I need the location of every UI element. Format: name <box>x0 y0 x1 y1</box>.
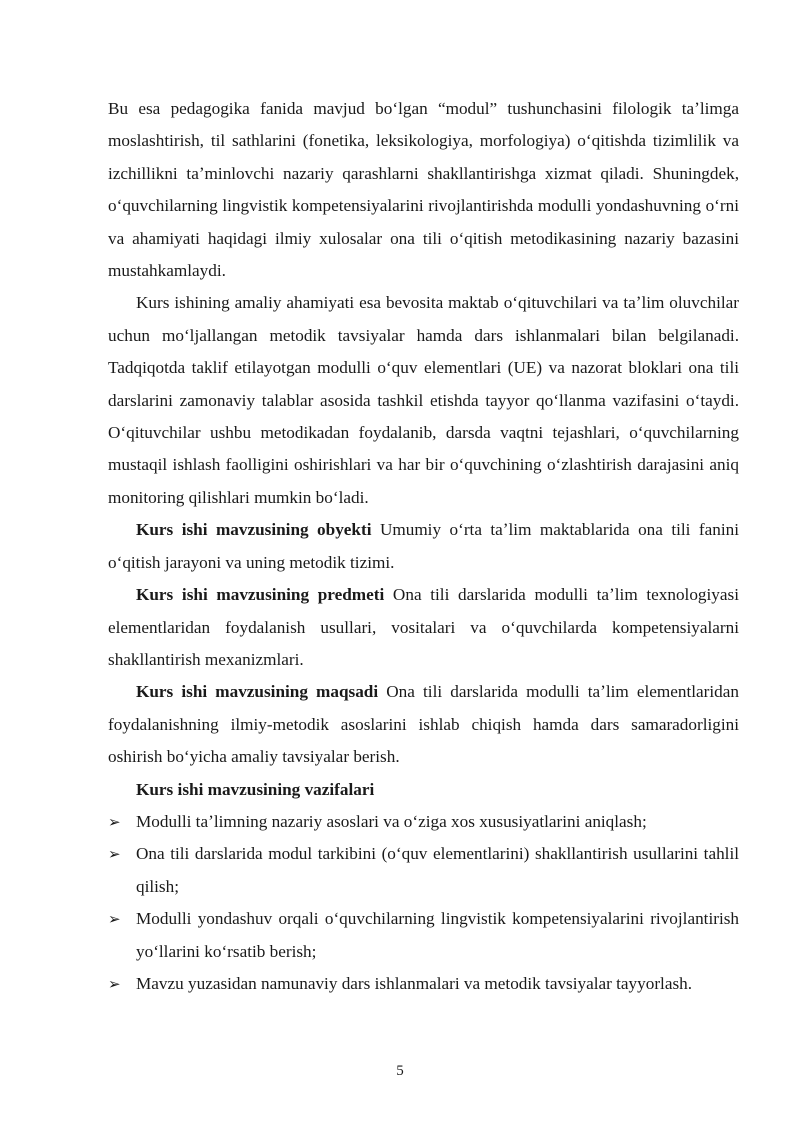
goal-text: Ona tili darslarida modulli taʼlim elementlaridan foydalanishning ilmiy-metodik asoslarini ishlab chiqish hamda dars samaradorligini oshirish boʻyicha amaliy tavsiyalar berish. <box>108 682 739 767</box>
arrow-bullet-icon: ➢ <box>108 812 121 831</box>
tasks-heading-line <box>108 774 739 806</box>
object-text: Umumiy oʻrta taʼlim maktablarida ona tili fanini oʻqitish jarayoni va uning metodik tizimi. <box>108 520 739 572</box>
task-item-text: Modulli taʼlimning nazariy asoslari va oʻziga xos xususiyatlarini aniqlash; <box>136 811 647 831</box>
tasks-title: Kurs ishi mavzusining vazifalari <box>136 779 375 799</box>
task-item <box>108 903 739 968</box>
arrow-bullet-icon: ➢ <box>108 910 121 929</box>
subject-paragraph <box>108 579 739 676</box>
task-item <box>108 806 739 838</box>
tasks-list <box>108 806 739 1000</box>
arrow-bullet-icon: ➢ <box>108 974 121 993</box>
goal-title: Kurs ishi mavzusining maqsadi <box>136 682 379 702</box>
page-number: 5 <box>396 1063 404 1079</box>
task-item <box>108 968 739 1000</box>
practical-significance-paragraph: Kurs ishining amaliy ahamiyati esa bevosita maktab oʻqituvchilari va taʼlim oluvchilar uchun moʻljallangan metodik tavsiyalar hamda dars ishlanmalari bilan belgilanadi. Tadqiqotda taklif etilayotgan modulli oʻquv elementlari (UE) va nazorat bloklari ona tili darslarini zamonaviy talablar asosida tashkil etishda tayyor qoʻllanma vazifasini oʻtaydi. Oʻqituvchilar ushbu metodikadan foydalanib, darsda vaqtni tejashlari, oʻquvchilarning mustaqil ishlash faolligini oshirishlari va har bir oʻquvchining oʻzlashtirish darajasini aniq monitoring qilishlari mumkin boʻladi. <box>108 293 739 507</box>
task-item-text: Modulli yondashuv orqali oʻquvchilarning lingvistik kompetensiyalarini rivojlantirish yoʻllarini koʻrsatib berish; <box>136 909 739 961</box>
task-item-text: Ona tili darslarida modul tarkibini (oʻquv elementlarini) shakllantirish usullarini tahlil qilish; <box>136 844 739 896</box>
task-item-text: Mavzu yuzasidan namunaviy dars ishlanmalari va metodik tavsiyalar tayyorlash. <box>136 973 693 993</box>
document-page <box>108 93 739 1000</box>
object-title: Kurs ishi mavzusining obyekti <box>136 520 372 540</box>
goal-paragraph <box>108 676 739 773</box>
subject-text: Ona tili darslarida modulli taʼlim texnologiyasi elementlaridan foydalanish usullari, vositalari va oʻquvchilarda kompetensiyalarni shakllantirish mexanizmlari. <box>108 585 739 669</box>
object-paragraph <box>108 514 739 579</box>
intro-paragraph: Bu esa pedagogika fanida mavjud boʻlgan “modul” tushunchasini filologik taʼlimga moslashtirish, til sathlarini (fonetika, leksikologiya, morfologiya) oʻqitishda tizimlilik va izchillikni taʼminlovchi nazariy qarashlarni shakllantirishga xizmat qiladi. Shuningdek, oʻquvchilarning lingvistik kompetensiyalarini rivojlantirishda modulli yondashuvning oʻrni va ahamiyati haqidagi ilmiy xulosalar ona tili oʻqitish metodikasining nazariy bazasini mustahkamlaydi. <box>108 99 739 281</box>
arrow-bullet-icon: ➢ <box>108 845 121 864</box>
subject-title: Kurs ishi mavzusining predmeti <box>136 585 385 605</box>
task-item <box>108 838 739 903</box>
